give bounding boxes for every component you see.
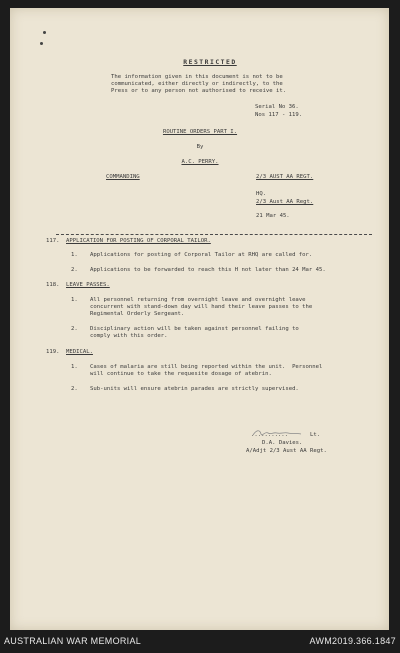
footer-accession-number: AWM2019.366.1847 [309, 636, 396, 646]
serial-number: Serial No 36. [255, 104, 299, 110]
order-number: 117. [46, 238, 60, 244]
order-number: 119. [46, 349, 60, 355]
hq-label: HQ. [256, 191, 267, 197]
punch-mark [43, 31, 46, 34]
para-text: will continue to take the requesite dosage of atebrin. [90, 371, 272, 377]
notice-line: communicated, either directly or indirectly, to the [111, 81, 283, 87]
footer-institution: AUSTRALIAN WAR MEMORIAL [4, 636, 142, 646]
para-text: Cases of malaria are still being reported within the unit. Personnel [90, 364, 323, 370]
para-number: 2. [71, 386, 78, 392]
signature-rank: Lt. [310, 432, 321, 438]
classification-heading: RESTRICTED [183, 58, 237, 66]
punch-mark [40, 42, 43, 45]
notice-line: Press or to any person not authorised to receive it. [111, 88, 287, 94]
order-numbers: Nos 117 - 119. [255, 112, 303, 118]
para-text: All personnel returning from overnight leave and overnight leave [90, 297, 306, 303]
document-page [10, 8, 389, 630]
signatory-title: A/Adjt 2/3 Aust AA Regt. [246, 448, 327, 454]
notice-line: The information given in this document is not to be [111, 74, 283, 80]
hq-unit: 2/3 Aust AA Regt. [256, 199, 314, 205]
para-number: 1. [71, 252, 78, 258]
separator-rule [56, 234, 372, 235]
document-title: ROUTINE ORDERS PART I. [162, 129, 238, 135]
para-number: 1. [71, 297, 78, 303]
para-text: concurrent with stand-down day will hand their leave passes to the [90, 304, 313, 310]
para-number: 2. [71, 326, 78, 332]
unit-name: 2/3 AUST AA REGT. [256, 174, 314, 180]
para-number: 2. [71, 267, 78, 273]
issuer-name: A.C. PERRY. [181, 159, 219, 165]
by-label: By [196, 144, 204, 150]
commanding-label: COMMANDING [106, 174, 140, 180]
order-number: 118. [46, 282, 60, 288]
para-text: Sub-units will ensure atebrin parades are strictly supervised. [90, 386, 299, 392]
para-number: 1. [71, 364, 78, 370]
order-heading: APPLICATION FOR POSTING OF CORPORAL TAILOR. [66, 238, 211, 244]
order-heading: LEAVE PASSES. [66, 282, 110, 288]
para-text: Regimental Orderly Sergeant. [90, 311, 185, 317]
signature-line: ........... [251, 432, 289, 438]
para-text: Applications to be forwarded to reach this H not later than 24 Mar 45. [90, 267, 326, 273]
para-text: Disciplinary action will be taken against personnel failing to [90, 326, 299, 332]
para-text: Applications for posting of Corporal Tailor at RHQ are called for. [90, 252, 313, 258]
document-date: 21 Mar 45. [256, 213, 290, 219]
order-heading: MEDICAL. [66, 349, 93, 355]
para-text: comply with this order. [90, 333, 168, 339]
signatory-name: D.A. Davies. [262, 440, 303, 446]
